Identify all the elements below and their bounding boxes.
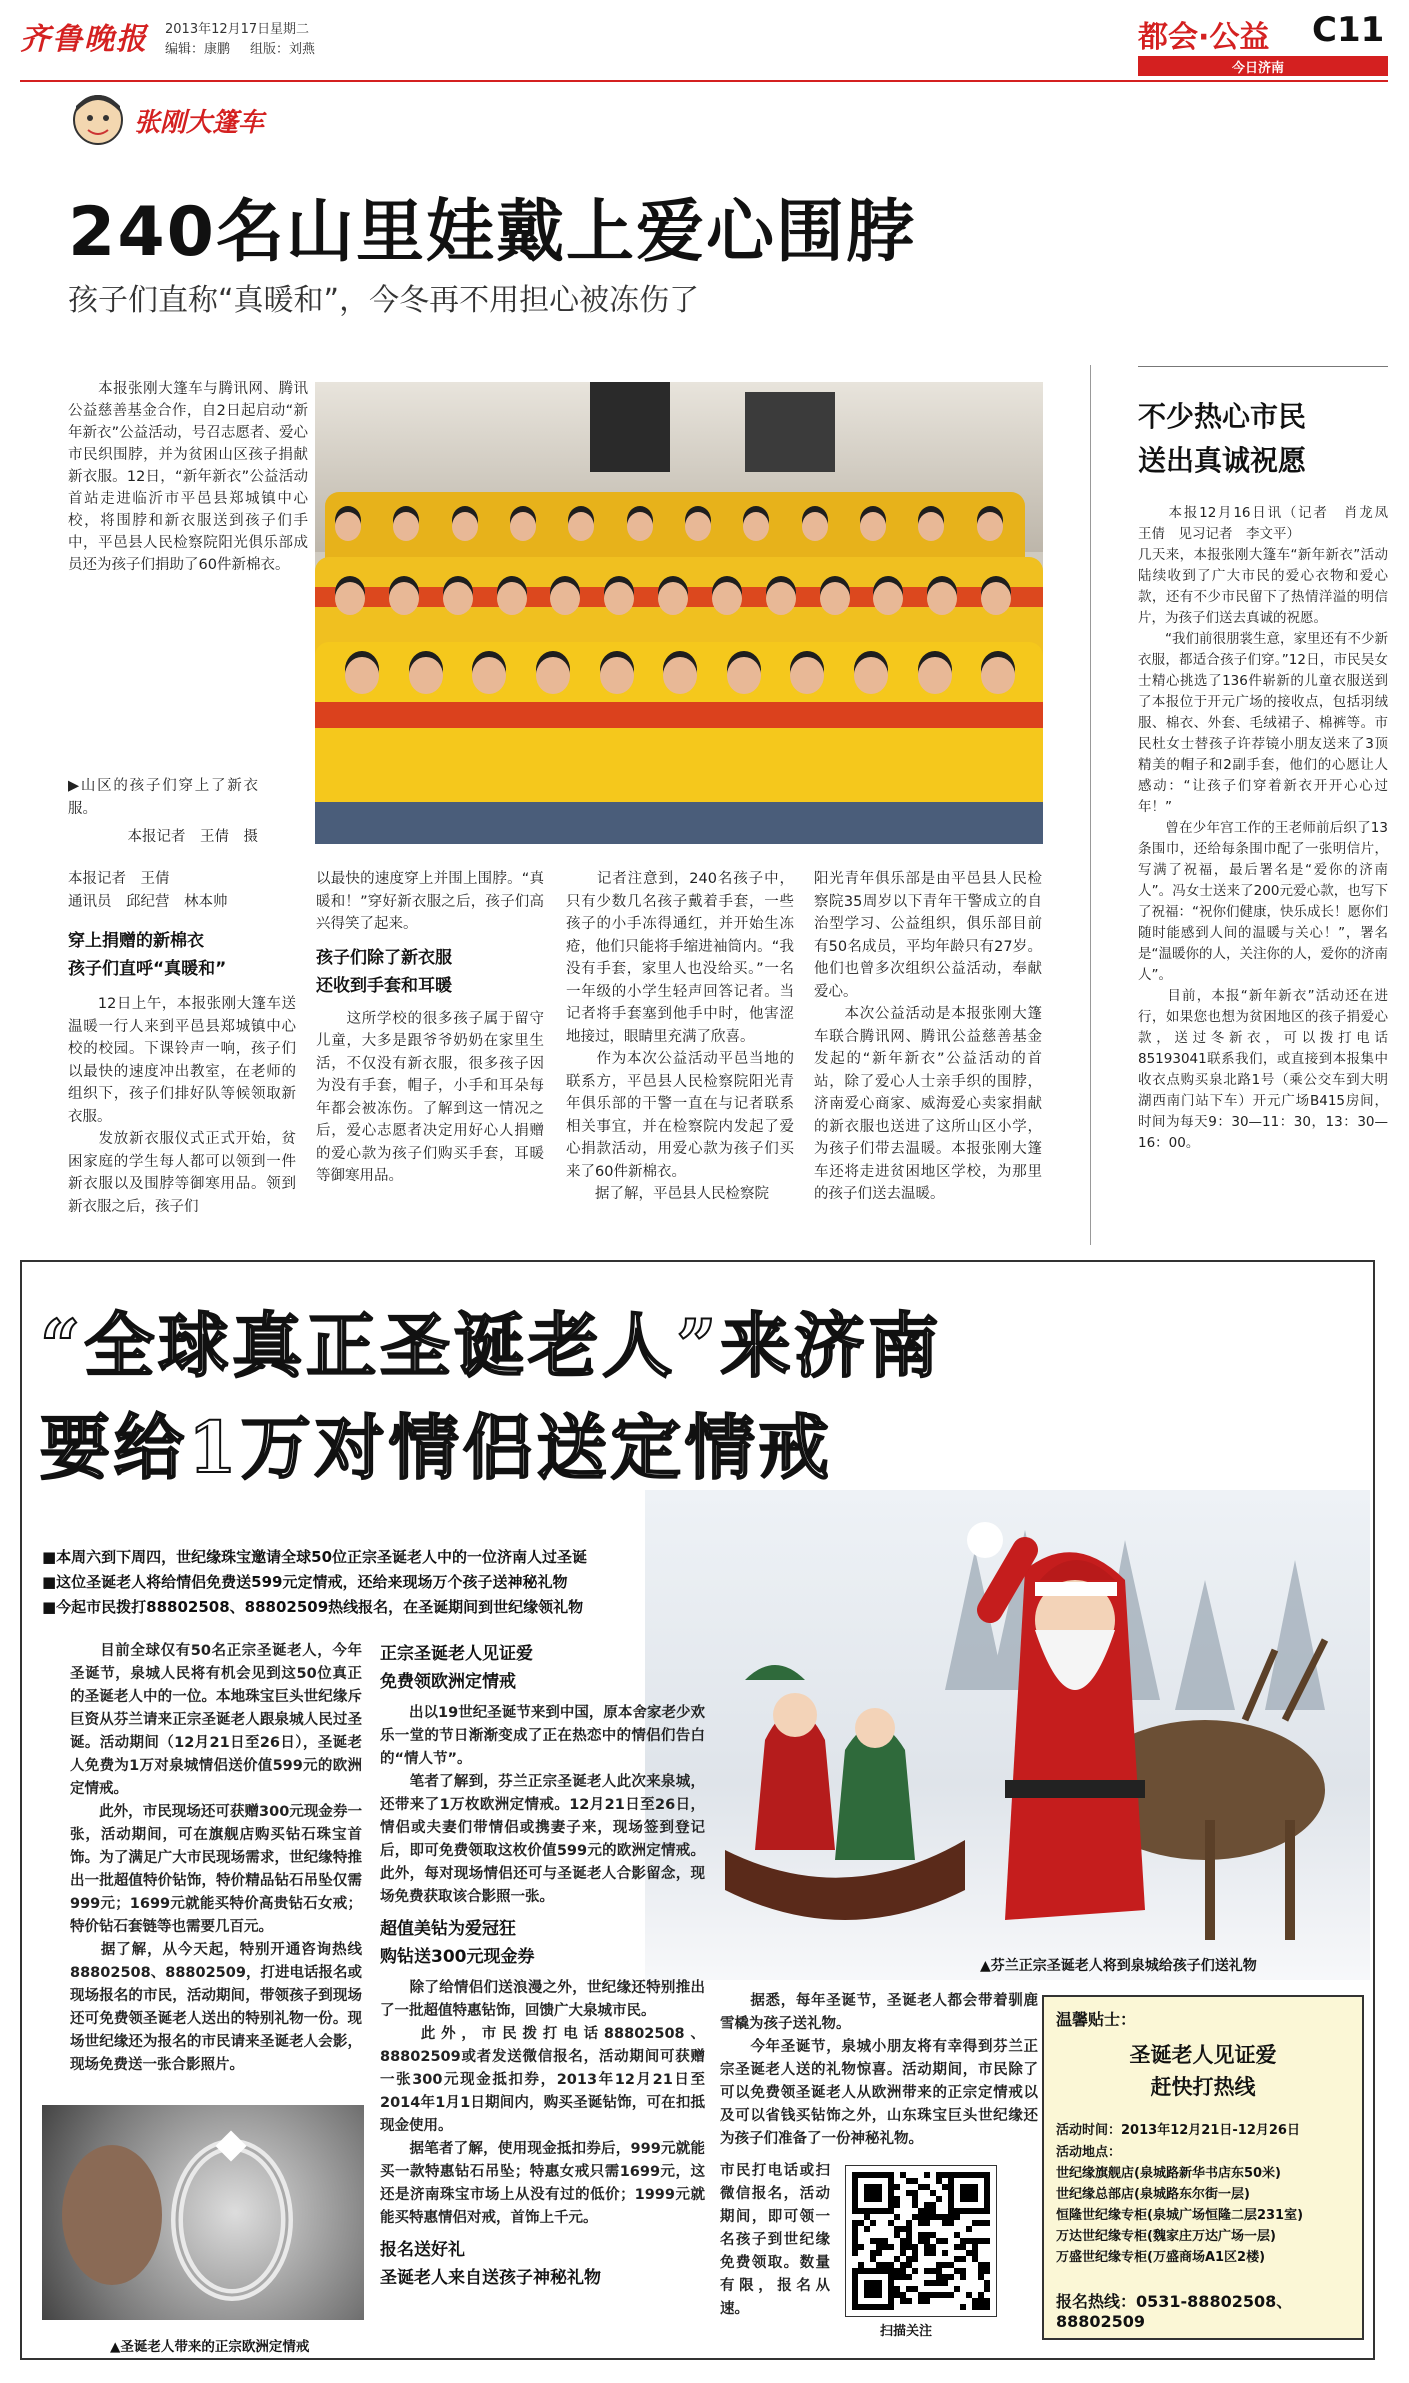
story2-top-rule: [1138, 366, 1388, 367]
ad-col1: 目前全球仅有50名正宗圣诞老人，今年圣诞节，泉城人民将有机会见到这50位真正的圣诞老人中的一位。本地珠宝巨头世纪缘斥巨资从芬兰请来正宗圣诞老人跟泉城人民过圣诞。活动期间（12月21日至26日），圣诞老人免费为1万对泉城情侣送价值599元的欧洲定情戒。 此外，市民现场还可获赠300元现金券一张，活动期间，可在旗舰店购买钻石珠宝首饰。为了满足广大市民现场需求，世纪缘特推出一批超值特价钻饰，特价精品钻石吊坠仅需999元；1699元就能买特价高贵钻石女戒；特价钻石套链等也需要几百元。 据了解，从今天起，特别开通咨询热线88802508、88802509，打进电话报名或现场报名的市民，活动期间，带领孩子到现场还可免费领圣诞老人送出的特别礼物一份。现场世纪缘还为报名的市民请来圣诞老人会影，现场免费送一张合影照片。: [70, 1643, 362, 2073]
ad-bullet-list: [42, 1545, 762, 1620]
kid-face: [536, 657, 570, 694]
kid-face: [443, 582, 473, 615]
ring-photo: [42, 2105, 364, 2320]
ad-col3: 据悉，每年圣诞节，圣诞老人都会带着驯鹿雪橇为孩子送礼物。 今年圣诞节，泉城小朋友将有幸得到芬兰正宗圣诞老人送的礼物惊喜。活动期间，市民除了可以免费领圣诞老人从欧洲带来的正宗定情戒以及可以省钱买钻饰之外，山东珠宝巨头世纪缘还为孩子们准备了一份神秘礼物。: [720, 1993, 1038, 2147]
ad-col2-sub1: 正宗圣诞老人见证爱: [380, 1644, 533, 1664]
story1-col3: 记者注意到，240名孩子中，只有少数几名孩子戴着手套，一些孩子的小手冻得通红，并开始生冻疮，他们只能将手缩进袖筒内。“我没有手套，家里人也没给买。”一名一年级的小学生轻声回答记者。当记者将手套塞到他手中时，他害涩地接过，眼睛里充满了欣喜。 作为本次公益活动平邑当地的联系方，平邑县人民检察院阳光青年俱乐部的干警一直在与记者联系相关事宜，并在检察院内发起了爱心捐款活动，用爱心款为孩子们买来了60件新棉衣。 据了解，平邑县人民检察院: [566, 871, 794, 1202]
section-title: 都会·公益: [1138, 20, 1270, 55]
story2-headline-2: 送出真诚祝愿: [1138, 444, 1307, 477]
issue-date: 2013年12月17日: [165, 22, 271, 37]
kid-face: [727, 657, 761, 694]
tips-venue: 万达世纪缘专柜(魏家庄万达广场一层): [1056, 2229, 1276, 2244]
column-divider: [1090, 365, 1091, 1245]
tips-time: [1056, 2119, 1300, 2138]
photo-caption-text: ▶山区的孩子们穿上了新衣服。: [68, 778, 258, 817]
story1-col2: [316, 868, 544, 1188]
kid-face: [335, 512, 361, 541]
qr-code-icon: [846, 2166, 996, 2316]
tips-venue: 万盛世纪缘专柜(万盛商场A1区2楼): [1056, 2250, 1266, 2265]
kid-face: [981, 582, 1011, 615]
tips-venue: 世纪缘总部店(泉城路东尔街一层): [1056, 2187, 1250, 2202]
kid-face: [452, 512, 478, 541]
tips-box: [1042, 1995, 1364, 2340]
kid-face: [977, 512, 1003, 541]
story1-col1: [68, 868, 296, 1218]
jeans-band: [315, 802, 1043, 844]
tips-venue-list: [1056, 2163, 1356, 2268]
kid-face: [389, 582, 419, 615]
ad-col2-sub5: 报名送好礼: [380, 2240, 465, 2260]
layout-credit: 组版：刘燕: [250, 42, 316, 57]
kid-face: [685, 512, 711, 541]
col2-sub1: 孩子们除了新衣服: [316, 947, 452, 968]
kid-face: [409, 657, 443, 694]
kid-face: [802, 512, 828, 541]
door: [590, 382, 670, 472]
kid-face: [918, 657, 952, 694]
ad-col2-body: 出以19世纪圣诞节来到中国，原本舍家老少欢乐一堂的节日渐渐变成了正在热恋中的情侣们告白的“情人节”。 笔者了解到，芬兰正宗圣诞老人此次来泉城，还带来了1万枚欧洲定情戒。12月21日至26日，情侣或夫妻们带情侣或携妻子来，现场签到登记后，即可免费领取这枚价值599元的欧洲定情戒。此外，每对现场情侣还可与圣诞老人合影留念，现场免费获取该合影照一张。: [380, 1705, 705, 1905]
santa-caption: ▲芬兰正宗圣诞老人将到泉城给孩子们送礼物: [980, 1958, 1257, 1974]
kicker-2: 孩子们直呼“真暖和”: [68, 959, 227, 979]
ad-col2-sub2: 免费领欧洲定情戒: [380, 1672, 516, 1692]
window: [745, 392, 835, 472]
column-badge: [68, 88, 288, 150]
ad-col4: 市民打电话或扫微信报名，活动期间，即可领一名孩子到世纪缘免费领取。数量有限，报名从速。: [720, 2163, 830, 2317]
photo-caption: [68, 775, 258, 849]
byline-2: 通讯员 邱纪营 林本帅: [68, 893, 228, 910]
kid-face: [918, 512, 944, 541]
ad-bullet: ■今起市民拨打88802508、88802509热线报名，在圣诞期间到世纪缘领礼物: [42, 1598, 584, 1616]
ring-illustration: [42, 2105, 364, 2320]
story1-subhead: 孩子们直称“真暖和”，今冬再不用担心被冻伤了: [68, 283, 700, 318]
kid-face: [820, 582, 850, 615]
ad-headline-1: “全球真正圣诞老人”来济南: [40, 1304, 943, 1387]
masthead-rule: [20, 80, 1388, 82]
story2: [1138, 395, 1402, 1154]
qr-code[interactable]: [845, 2165, 997, 2317]
masthead: [0, 0, 1409, 76]
col2-sub2: 还收到手套和耳暖: [316, 975, 452, 996]
story1-col2b: 这所学校的很多孩子属于留守儿童，大多是跟爷爷奶奶在家里生活，不仅没有新衣服，很多孩子因为没有手套，帽子，小手和耳朵每年都会被冻伤。了解到这一情况之后，爱心志愿者决定用好心人捐赠的爱心款为孩子们购买手套，耳暖等御寒用品。: [316, 1010, 544, 1184]
kid-face: [393, 512, 419, 541]
story1-col1-body: 12日上午，本报张刚大篷车送温暖一行人来到平邑县郑城镇中心校的校园。下课铃声一响，孩子们以最快的速度冲出教室，在老师的组织下，孩子们排好队等候领取新衣服。 发放新衣服仪式正式开始，贫困家庭的学生每人都可以领到一件新衣服以及围脖等御寒用品。领到新衣服之后，孩子们: [68, 996, 296, 1215]
tips-time-value: 2013年12月21日-12月26日: [1121, 2123, 1300, 2138]
kid-face: [510, 512, 536, 541]
page-number: C11: [1312, 10, 1385, 50]
ring-caption: ▲圣诞老人带来的正宗欧洲定情戒: [110, 2339, 310, 2355]
tips-venue-label: 活动地点：: [1056, 2145, 1122, 2160]
photo-credit: 本报记者 王倩 摄: [127, 829, 258, 845]
ad-bullet: ■这位圣诞老人将给情侣免费送599元定情戒，还给来现场万个孩子送神秘礼物: [42, 1573, 568, 1591]
kids-photo: [315, 382, 1043, 844]
kid-face: [860, 512, 886, 541]
column-badge-label: 张刚大篷车: [134, 108, 265, 138]
tips-venue: 世纪缘旗舰店(泉城路新华书店东50米): [1056, 2166, 1281, 2181]
ad-col2-sub6: 圣诞老人来自送孩子神秘礼物: [380, 2268, 601, 2288]
ad-col2: [380, 1640, 705, 2292]
kid-face: [335, 582, 365, 615]
kid-face: [743, 512, 769, 541]
tips-hotline[interactable]: 报名热线：0531-88802508、88802509: [1056, 2292, 1293, 2331]
ad-col2-body-b: 除了给情侣们送浪漫之外，世纪缘还特别推出了一批超值特惠钻饰，回馈广大泉城市民。 此外，市民拨打电话88802508、88802509或者发送微信报名，活动期间可获赠一张300元现金抵扣券，2013年12月21日至2014年1月1日期间内，购买圣诞钻饰，可在扣抵现金使用。 据笔者了解，使用现金抵扣券后，999元就能买一款特惠钻石吊坠；特惠女戒只需1699元，这还是济南珠宝市场上从没有过的低价；1999元就能买特惠情侣对戒，首饰上千元。: [380, 1980, 705, 2226]
kid-face: [658, 582, 688, 615]
ad-col2-sub4: 购钻送300元现金券: [380, 1947, 535, 1967]
ad-headline-2: 要给1万对情侣送定情戒: [40, 1406, 833, 1489]
kid-face: [497, 582, 527, 615]
ad-col2-sub3: 超值美钻为爱冠狂: [380, 1919, 516, 1939]
ad-bullets: [42, 1545, 762, 1620]
story1-col4: 阳光青年俱乐部是由平邑县人民检察院35周岁以下青年干警成立的自治型学习、公益组织，俱乐部目前有50名成员，平均年龄只有27岁。他们也曾多次组织公益活动，奉献爱心。 本次公益活动是本报张刚大篷车联合腾讯网、腾讯公益慈善基金发起的“新年新衣”公益活动的首站，除了爱心人士亲手织的围脖，济南爱心商家、威海爱心卖家捐献的新衣服也送进了这所山区小学，为孩子们带去温暖。本报张刚大篷车还将走进贫困地区学校，为那里的孩子们送去温暖。: [814, 871, 1042, 1202]
story1-headline: 240名山里娃戴上爱心围脖: [68, 193, 916, 272]
kid-face: [627, 512, 653, 541]
tips-venue: 恒隆世纪缘专柜(泉城广场恒隆二层231室): [1056, 2208, 1304, 2223]
story2-body: 几天来，本报张刚大篷车“新年新衣”活动陆续收到了广大市民的爱心衣物和爱心款，还有不少市民留下了热情洋溢的明信片，为孩子们送去真诚的祝愿。 “我们前很朋裳生意，家里还有不少新衣服，都适合孩子们穿。”12日，市民吴女士精心挑选了136件崭新的儿童衣服送到了本报位于开元广场的接收点，包括羽绒服、棉衣、外套、毛绒裙子、棉裤等。市民杜女士替孩子许荐镜小朋友送来了3顶精美的帽子和2副手套，他们的心愿让人感动：“让孩子们穿着新衣开开心心过年！” 曾在少年宫工作的王老师前后织了13条围巾，还给每条围巾配了一张明信片，写满了祝福，最后署名是“爱你的济南人”。冯女士送来了200元爱心款，也写下了祝福：“祝你们健康，快乐成长！愿你们随时能感到人间的温暖与关心！”，署名是“温暖你的人，关注你的人，爱你的济南人”。 目前，本报“新年新衣”活动还在进行，如果您也想为贫困地区的孩子捐爱心款，送过冬新衣，可以拨打电话85193041联系我们，或直接到本报集中收衣点购买泉北路1号（乘公交车到大明湖西南门站下车）开元广场B415房间，时间为每天9：30—11：30，13：30—16：00。: [1138, 547, 1388, 1151]
tips-title: 温馨贴士：: [1056, 2010, 1137, 2029]
ad-bullet: ■本周六到下周四，世纪缘珠宝邀请全球50位正宗圣诞老人中的一位济南人过圣诞: [42, 1548, 588, 1566]
kid-face: [766, 582, 796, 615]
kid-face: [568, 512, 594, 541]
story2-headline-1: 不少热心市民: [1138, 400, 1307, 433]
story1-col2a: 以最快的速度穿上并围上围脖。“真暖和！”穿好新衣服之后，孩子们高兴得笑了起来。: [316, 871, 544, 932]
story2-byline: 本报12月16日讯（记者 肖龙凤 王倩 见习记者 李文平）: [1138, 505, 1402, 542]
edition-label: 今日济南: [1232, 61, 1285, 76]
qr-label: 扫描关注: [880, 2324, 933, 2339]
tips-time-label: 活动时间：: [1056, 2123, 1122, 2138]
scarf-band-2: [315, 702, 1043, 728]
tips-headline-2: 赶快打热线: [1150, 2075, 1256, 2099]
tips-headline-1: 圣诞老人见证爱: [1129, 2043, 1277, 2067]
newspaper-logo: 齐鲁晚报: [20, 22, 148, 57]
story1-lead: 本报张刚大篷车与腾讯网、腾讯公益慈善基金合作，自2日起启动“新年新衣”公益活动，号召志愿者、爱心市民织围脖，并为贫困山区孩子捐献新衣服。12日，“新年新衣”公益活动首站走进临沂市平邑县郑城镇中心校，将围脖和新衣服送到孩子们手中，平邑县人民检察院阳光俱乐部成员还为孩子们捐助了60件新棉衣。: [68, 381, 308, 573]
byline-1: 本报记者 王倩: [68, 871, 170, 887]
editor-credit: 编辑：康鹏: [165, 42, 231, 57]
kid-face: [712, 582, 742, 615]
kicker-1: 穿上捐赠的新棉衣: [68, 931, 204, 951]
issue-weekday: 星期二: [270, 22, 310, 37]
kid-face: [600, 657, 634, 694]
